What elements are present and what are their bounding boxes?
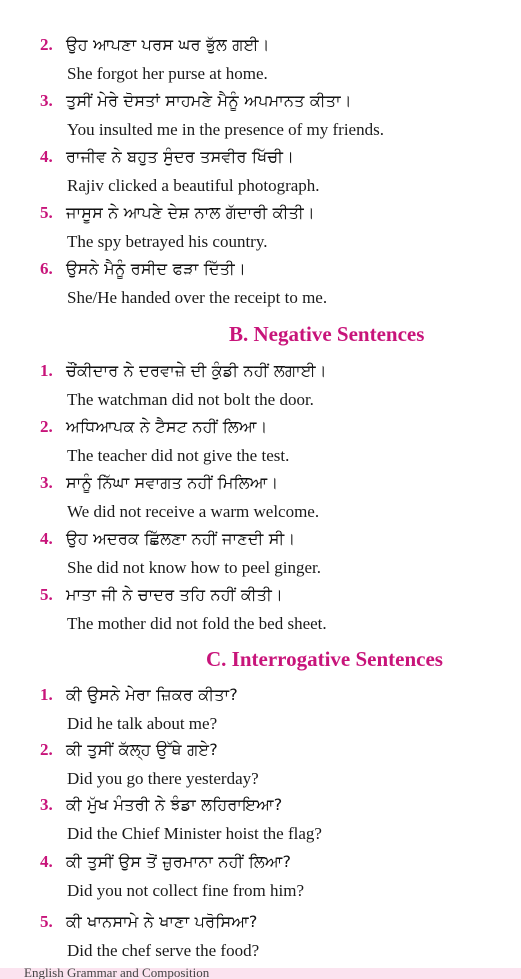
item-number: 4. — [40, 852, 53, 871]
section-heading-negative: B. Negative Sentences — [229, 322, 425, 346]
english-translation: Rajiv clicked a beautiful photograph. — [67, 176, 320, 195]
punjabi-sentence: ਅਧਿਆਪਕ ਨੇ ਟੈਸਟ ਨਹੀਂ ਲਿਆ। — [66, 417, 268, 436]
punjabi-sentence: ਉਹ ਆਪਣਾ ਪਰਸ ਘਰ ਭੁੱਲ ਗਈ। — [66, 35, 270, 54]
punjabi-sentence: ਮਾਤਾ ਜੀ ਨੇ ਚਾਦਰ ਤਹਿ ਨਹੀਂ ਕੀਤੀ। — [66, 585, 283, 604]
section-heading-interrogative: C. Interrogative Sentences — [206, 647, 443, 671]
punjabi-sentence: ਜਾਸੂਸ ਨੇ ਆਪਣੇ ਦੇਸ਼ ਨਾਲ ਗੱਦਾਰੀ ਕੀਤੀ। — [66, 203, 315, 222]
english-translation: The watchman did not bolt the door. — [67, 390, 314, 409]
item-number: 4. — [40, 147, 53, 166]
english-translation: Did you go there yesterday? — [67, 769, 259, 788]
punjabi-sentence: ਰਾਜੀਵ ਨੇ ਬਹੁਤ ਸੁੰਦਰ ਤਸਵੀਰ ਖਿੱਚੀ। — [66, 147, 295, 166]
english-translation: She forgot her purse at home. — [67, 64, 268, 83]
punjabi-sentence: ਸਾਨੂੰ ਨਿੱਘਾ ਸਵਾਗਤ ਨਹੀਂ ਮਿਲਿਆ। — [66, 473, 279, 492]
item-number: 3. — [40, 473, 53, 492]
footer-book-title: English Grammar and Composition — [24, 968, 210, 979]
item-number: 1. — [40, 361, 53, 380]
english-translation: Did the Chief Minister hoist the flag? — [67, 824, 322, 843]
page-footer — [0, 968, 521, 979]
punjabi-sentence: ਤੁਸੀਂ ਮੇਰੇ ਦੋਸਤਾਂ ਸਾਹਮਣੇ ਮੈਨੂੰ ਅਪਮਾਨਤ ਕੀਤਾ। — [66, 91, 352, 110]
punjabi-sentence: ਕੀ ਖਾਨਸਾਮੇ ਨੇ ਖਾਣਾ ਪਰੋਸਿਆ? — [66, 912, 258, 931]
item-number: 2. — [40, 35, 53, 54]
english-translation: The teacher did not give the test. — [67, 446, 290, 465]
punjabi-sentence: ਕੀ ਤੁਸੀਂ ਉਸ ਤੋਂ ਜ਼ੁਰਮਾਨਾ ਨਹੀਂ ਲਿਆ? — [66, 852, 292, 871]
item-number: 5. — [40, 912, 53, 931]
item-number: 3. — [40, 795, 53, 814]
english-translation: Did the chef serve the food? — [67, 941, 260, 960]
english-translation: The spy betrayed his country. — [67, 232, 268, 251]
item-number: 2. — [40, 740, 53, 759]
punjabi-sentence: ਕੀ ਮੁੱਖ ਮੰਤਰੀ ਨੇ ਝੰਡਾ ਲਹਿਰਾਇਆ? — [66, 795, 283, 814]
english-translation: She did not know how to peel ginger. — [67, 558, 322, 577]
item-number: 2. — [40, 417, 53, 436]
english-translation: You insulted me in the presence of my friends. — [67, 120, 384, 139]
english-translation: We did not receive a warm welcome. — [67, 502, 320, 521]
english-translation: The mother did not fold the bed sheet. — [67, 614, 327, 633]
punjabi-sentence: ਚੌਂਕੀਦਾਰ ਨੇ ਦਰਵਾਜ਼ੇ ਦੀ ਕੁੰਡੀ ਨਹੀਂ ਲਗਾਈ। — [66, 361, 327, 380]
english-translation: Did you not collect fine from him? — [67, 881, 304, 900]
item-number: 4. — [40, 529, 53, 548]
punjabi-sentence: ਕੀ ਉਸਨੇ ਮੇਰਾ ਜ਼ਿਕਰ ਕੀਤਾ? — [66, 685, 238, 704]
punjabi-sentence: ਉਹ ਅਦਰਕ ਛਿੱਲਣਾ ਨਹੀਂ ਜਾਣਦੀ ਸੀ। — [66, 529, 296, 548]
punjabi-sentence: ਕੀ ਤੁਸੀਂ ਕੱਲ੍ਹ ਉੱਥੇ ਗਏ? — [66, 740, 218, 759]
item-number: 3. — [40, 91, 53, 110]
item-number: 5. — [40, 585, 53, 604]
punjabi-sentence: ਉਸਨੇ ਮੈਨੂੰ ਰਸੀਦ ਫੜਾ ਦਿੱਤੀ। — [66, 259, 246, 278]
item-number: 6. — [40, 259, 53, 278]
item-number: 5. — [40, 203, 53, 222]
item-number: 1. — [40, 685, 53, 704]
english-translation: Did he talk about me? — [67, 714, 218, 733]
english-translation: She/He handed over the receipt to me. — [67, 288, 328, 307]
